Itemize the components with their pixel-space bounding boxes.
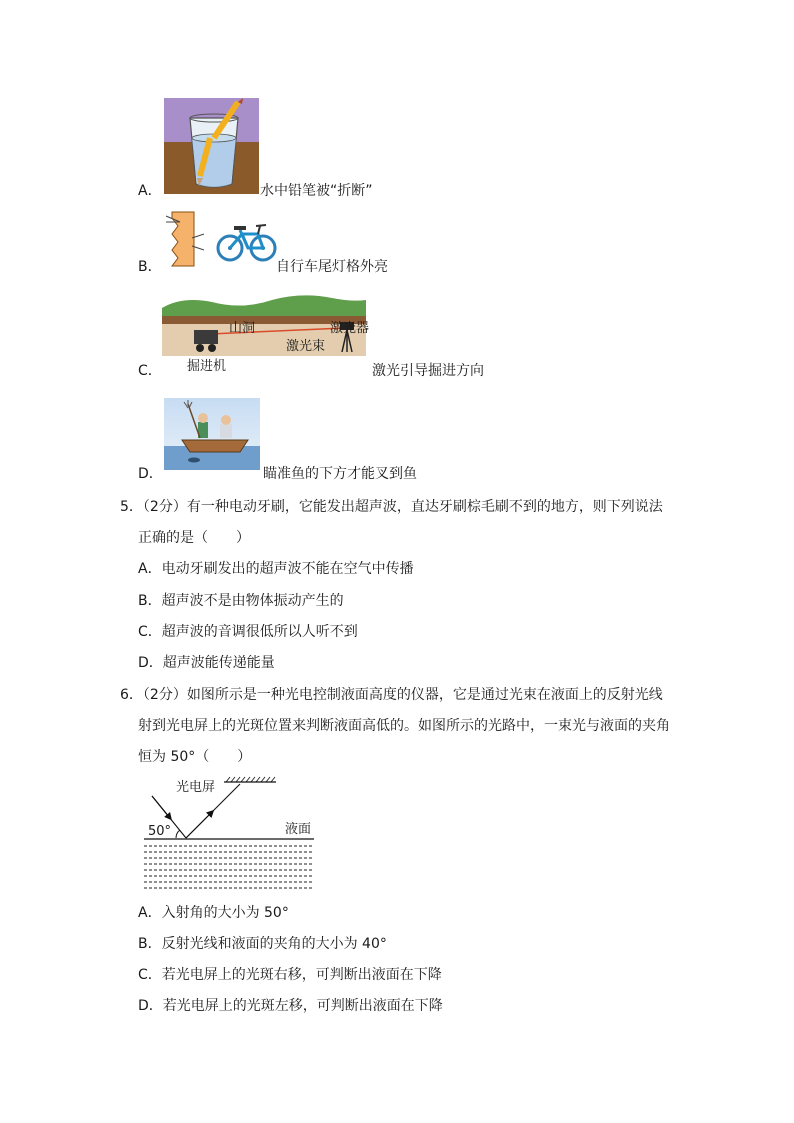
angle-50-label: 50°: [148, 824, 172, 839]
q6-option-d: D．若光电屏上的光斑左移，可判断出液面在下降: [138, 998, 443, 1014]
q6-stem-line3: 恒为 50°（ ）: [138, 749, 252, 765]
liquid-surface-label: 液面: [285, 822, 312, 837]
q4-option-b-letter: B．: [138, 259, 162, 275]
q4-option-b-caption: 自行车尾灯格外亮: [276, 259, 388, 275]
cave-label: 山洞: [229, 321, 256, 336]
q6-option-a: A．入射角的大小为 50°: [138, 905, 289, 921]
q4-option-d-caption: 瞄准鱼的下方才能叉到鱼: [263, 466, 417, 482]
q5-stem-line2: 正确的是（ ）: [138, 530, 250, 546]
photo-screen-label: 光电屏: [176, 780, 216, 795]
q5-option-d: D．超声波能传递能量: [138, 655, 275, 671]
tunneling-machine-label: 掘进机: [187, 359, 227, 374]
q6-option-b: B．反射光线和液面的夹角的大小为 40°: [138, 936, 387, 952]
q4-option-a-letter: A．: [138, 183, 162, 199]
q4-option-a-caption: 水中铅笔被“折断”: [260, 183, 373, 199]
q5-option-b: B．超声波不是由物体振动产生的: [138, 593, 344, 609]
pencil-in-water-image: [164, 98, 259, 194]
q6-stem-line2: 射到光电屏上的光斑位置来判断液面高低的。如图所示的光路中，一束光与液面的夹角: [138, 718, 670, 734]
laser-beam-label: 激光束: [286, 339, 326, 354]
q4-option-d-letter: D．: [138, 466, 163, 482]
q5-option-a: A．电动牙刷发出的超声波不能在空气中传播: [138, 561, 414, 577]
q4-option-c-letter: C．: [138, 363, 162, 379]
q5-stem-line1: 5．（2分）有一种电动牙刷，它能发出超声波，直达牙刷棕毛刷不到的地方，则下列说法: [120, 499, 663, 515]
spear-fishing-image: [164, 398, 260, 470]
q6-option-c: C．若光电屏上的光斑右移，可判断出液面在下降: [138, 967, 442, 983]
bicycle-taillight-image: [164, 208, 280, 270]
q5-option-c: C．超声波的音调很低所以人听不到: [138, 624, 358, 640]
laser-device-label: 激光器: [330, 321, 370, 336]
q4-option-c-caption: 激光引导掘进方向: [372, 363, 484, 379]
q6-stem-line1: 6．（2分）如图所示是一种光电控制液面高度的仪器，它是通过光束在液面上的反射光线: [120, 687, 663, 703]
